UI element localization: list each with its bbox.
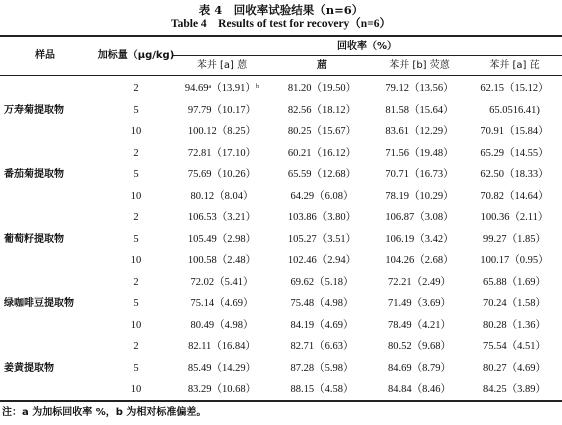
sample-name: 番茄菊提取物: [4, 169, 64, 180]
recovery-value: 82.71（6.63）: [290, 341, 354, 352]
recovery-value: 75.14（4.69）: [190, 298, 254, 309]
recovery-value: 83.61（12.29）: [385, 126, 454, 137]
recovery-value: 81.20（19.50）: [287, 83, 357, 94]
recovery-value: 84.69（8.79）: [388, 362, 451, 374]
recovery-value: 80.52（9.68）: [388, 341, 451, 352]
header-compound-bap: 苯并 [a] 芘: [489, 60, 540, 71]
header-compound-bbf: 苯并 [b] 荧蒽: [389, 60, 450, 71]
recovery-value: 62.15（15.12）: [480, 83, 549, 94]
recovery-value: 70.91（15.84）: [480, 126, 549, 137]
recovery-value: 100.12（8.25）: [187, 126, 257, 137]
recovery-value: 83.29（10.68）: [187, 384, 257, 395]
recovery-value: 60.21（16.12）: [287, 147, 357, 159]
spike-level: 5: [133, 169, 139, 180]
spike-level: 10: [130, 190, 142, 202]
recovery-value: 65.59（12.68）: [287, 169, 357, 180]
recovery-value: 70.24（1.58）: [483, 298, 546, 309]
recovery-value: 80.49（4.98）: [190, 319, 254, 331]
recovery-value: 72.81（17.10）: [187, 147, 257, 159]
spike-level: 10: [130, 319, 142, 331]
recovery-value: 65.0516.41): [489, 104, 540, 116]
recovery-value: 102.46（2.94）: [287, 255, 357, 266]
sample-name: 万寿菊提取物: [4, 104, 64, 116]
spike-level: 5: [133, 298, 139, 309]
recovery-value: 84.25（3.89）: [483, 384, 546, 395]
recovery-value: 104.26（2.68）: [385, 255, 454, 266]
recovery-value: 62.50（18.33）: [480, 169, 549, 180]
recovery-value: 78.19（10.29）: [385, 190, 454, 202]
sample-name: 葡萄籽提取物: [4, 233, 64, 245]
recovery-value: 82.56（18.12）: [287, 104, 357, 116]
recovery-value: 94.69ᵃ（13.91）ᵇ: [184, 83, 260, 94]
spike-level: 2: [133, 212, 139, 223]
recovery-value: 100.36（2.11）: [480, 212, 549, 223]
recovery-value: 80.12（8.04）: [190, 190, 254, 202]
recovery-value: 97.79（10.17）: [187, 104, 257, 116]
recovery-value: 65.88（1.69）: [483, 276, 546, 288]
spike-level: 2: [133, 147, 139, 159]
recovery-value: 71.49（3.69）: [388, 298, 451, 309]
recovery-value: 75.69（10.26）: [187, 169, 257, 180]
recovery-value: 106.53（3.21）: [187, 212, 257, 223]
header-sample: 样品: [35, 50, 55, 61]
recovery-value: 82.11（16.84）: [188, 341, 256, 352]
recovery-value: 69.62（5.18）: [290, 276, 354, 288]
sample-name: 姜黄提取物: [4, 362, 54, 374]
recovery-value: 100.17（0.95）: [480, 255, 549, 266]
top-rule: [0, 35, 562, 37]
recovery-value: 72.02（5.41）: [190, 276, 254, 288]
recovery-value: 80.27（4.69）: [483, 362, 546, 374]
recovery-value: 87.28（5.98）: [290, 362, 354, 374]
recovery-value: 100.58（2.48）: [187, 255, 257, 266]
recovery-value: 79.12（13.56）: [385, 83, 454, 94]
recovery-value: 72.21（2.49）: [388, 276, 451, 288]
recovery-value: 105.27（3.51）: [287, 233, 357, 245]
spike-level: 10: [130, 255, 142, 266]
recovery-value: 81.58（15.64）: [385, 104, 454, 116]
recovery-value: 84.19（4.69）: [290, 319, 354, 331]
recovery-value: 75.54（4.51）: [483, 341, 546, 352]
recovery-value: 75.48（4.98）: [290, 298, 354, 309]
recovery-value: 85.49（14.29）: [187, 362, 257, 374]
spike-level: 10: [130, 126, 142, 137]
recovery-value: 70.82（14.64）: [480, 190, 549, 202]
recovery-value: 80.25（15.67）: [287, 126, 357, 137]
recovery-value: 64.29（6.08）: [290, 190, 354, 202]
recovery-value: 106.87（3.08）: [385, 212, 454, 223]
recovery-value: 78.49（4.21）: [388, 319, 451, 331]
recovery-value: 70.71（16.73）: [385, 169, 454, 180]
header-recovery: 回收率（%）: [336, 41, 398, 52]
table-footnote: 注：a 为加标回收率 %，b 为相对标准偏差。: [2, 407, 207, 418]
table-title-en: Table 4 Results of test for recovery（n=6）: [170, 18, 392, 30]
group-header-rule: [172, 55, 562, 56]
header-compound-chrysene: 䓛: [317, 60, 327, 71]
spike-level: 5: [133, 362, 139, 374]
recovery-value: 88.15（4.58）: [290, 384, 354, 395]
table-title-cn: 表 4 回收率试验结果（n=6）: [198, 3, 364, 17]
spike-level: 2: [133, 83, 139, 94]
recovery-value: 80.28（1.36）: [483, 319, 546, 331]
recovery-value: 84.84（8.46）: [388, 384, 451, 395]
header-bottom-rule: [0, 75, 562, 76]
spike-level: 5: [133, 104, 139, 116]
recovery-value: 71.56（19.48）: [385, 147, 454, 159]
spike-level: 2: [133, 341, 139, 352]
spike-level: 5: [133, 233, 139, 245]
recovery-value: 103.86（3.80）: [287, 212, 357, 223]
sample-name: 绿咖啡豆提取物: [4, 298, 74, 309]
recovery-value: 65.29（14.55）: [480, 147, 549, 159]
spike-level: 10: [130, 384, 142, 395]
recovery-value: 106.19（3.42）: [385, 233, 454, 245]
recovery-value: 105.49（2.98）: [187, 233, 257, 245]
spike-level: 2: [133, 276, 139, 288]
bottom-rule: [0, 400, 562, 402]
header-spike: 加标量（μg/kg): [97, 50, 175, 61]
recovery-value: 99.27（1.85）: [483, 233, 546, 245]
header-compound-baa: 苯并 [a] 蒽: [196, 60, 248, 71]
